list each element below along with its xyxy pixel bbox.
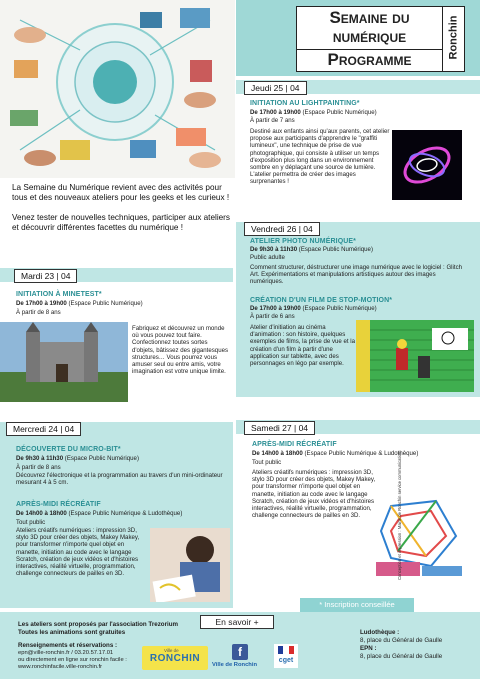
website-link[interactable]: www.ronchinfacile.ville-ronchin.fr bbox=[18, 664, 103, 670]
vendredi-a1-time bbox=[250, 246, 373, 253]
mardi-age: À partir de 8 ans bbox=[16, 309, 61, 316]
facebook-label[interactable]: Ville de Ronchin bbox=[212, 662, 257, 668]
vendredi-a1-public: Public adulte bbox=[250, 254, 285, 261]
mardi-time bbox=[16, 300, 143, 307]
mercredi-a1-time-value: De 9h30 à 11h30 bbox=[16, 455, 64, 462]
vendredi-a2-time bbox=[250, 305, 377, 312]
mardi-label: Mardi 23 | 04 bbox=[14, 269, 77, 283]
vendredi-a2-desc: Atelier d'initiation au cinéma d'animation : son histoire, quelques exemples de films, la prise de vue et la création d'un film à partir d'une application sur tablette, avec des personnages en légo par exemple. bbox=[250, 324, 355, 367]
lego-football-image bbox=[356, 320, 474, 392]
jeudi-place: (Espace Public Numérique) bbox=[302, 109, 377, 116]
inscription-badge: * Inscription conseillée bbox=[300, 598, 414, 612]
ludo-addr: 8, place du Général de Gaulle bbox=[360, 637, 443, 644]
footer-line1: Les ateliers sont proposés par l'association Trezorium bbox=[18, 621, 178, 628]
samedi-time bbox=[252, 450, 418, 457]
city-vertical bbox=[443, 6, 465, 72]
mercredi-a2-desc: Ateliers créatifs numériques : impression 3D, stylo 3D pour créer des objets, Makey Makey, pour transformer n'importe quel objet en manette, initiation au code avec le langage Scratch, création de jeux vidéos et d'histoires interactives, réalité virtuelle, programmation, challenge connecteurs de pailles en 3D. bbox=[16, 527, 140, 578]
mercredi-a1-time bbox=[16, 455, 139, 462]
ludo-title: Ludothèque : bbox=[360, 629, 400, 636]
footer-line2: Toutes les animations sont gratuites bbox=[18, 629, 126, 636]
intro-p1: La Semaine du Numérique revient avec des activités pour tous et des nouveaux ateliers pour les geeks et les curieux ! bbox=[12, 183, 230, 202]
vendredi-a2-title: CRÉATION D'UN FILM DE STOP-MOTION* bbox=[250, 297, 393, 304]
tech-hands-illustration bbox=[0, 0, 235, 178]
intro-p2: Venez tester de nouvelles techniques, participer aux ateliers et découvrir différentes facettes du numérique ! bbox=[12, 213, 231, 232]
castle-minetest-image bbox=[0, 322, 128, 402]
vendredi-a2-age: À partir de 6 ans bbox=[250, 313, 295, 320]
title-line3: Programme bbox=[327, 50, 412, 69]
jeudi-desc: Destiné aux enfants ainsi qu'aux parents, cet atelier propose aux participants d'apprendre le "graffiti lumineux", une technique de prise de vue photographique, qui consiste à utiliser un temps d'exposition plus long dans un environnement sombre en y déplaçant une source de lumière. L'atelier permettra de créer des images surprenantes ! bbox=[250, 128, 390, 186]
epn-addr: 8, place du Général de Gaulle bbox=[360, 653, 443, 660]
mercredi-a2-time-value: De 14h00 à 18h00 bbox=[16, 510, 67, 517]
vendredi-label: Vendredi 26 | 04 bbox=[244, 222, 320, 236]
mercredi-a2-place: (Espace Public Numérique & Ludothèque) bbox=[68, 510, 183, 517]
jeudi-title: INITIATION AU LIGHTPAINTING* bbox=[250, 100, 360, 107]
child-drawing-image bbox=[150, 528, 230, 602]
vendredi-a2-time-value: De 17h00 à 19h00 bbox=[250, 305, 301, 312]
jeudi-label: Jeudi 25 | 04 bbox=[244, 81, 307, 95]
cget-text: cget bbox=[278, 657, 294, 664]
jeudi-age: À partir de 7 ans bbox=[250, 117, 295, 124]
ronchin-logo bbox=[142, 646, 208, 670]
vendredi-a2-place: (Espace Public Numérique) bbox=[302, 305, 377, 312]
contact-info[interactable]: epn@ville-ronchin.fr / 03.20.57.17.01 bbox=[18, 650, 114, 656]
mercredi-a1-desc: Découvrez l'électronique et la programmation au travers d'un mini-ordinateur mesurant 4 à 5 cm. bbox=[16, 472, 223, 487]
cget-logo bbox=[274, 644, 298, 668]
intro bbox=[12, 183, 237, 233]
vendredi-a1-title: ATELIER PHOTO NUMÉRIQUE* bbox=[250, 238, 356, 245]
minetest-photo bbox=[0, 322, 128, 402]
mercredi-a2-title: APRÈS-MIDI RÉCRÉATIF bbox=[16, 501, 101, 508]
jeudi-time-value: De 17h00 à 19h00 bbox=[250, 109, 301, 116]
epn-title: EPN : bbox=[360, 645, 377, 652]
mardi-time-value: De 17h00 à 19h00 bbox=[16, 300, 67, 307]
city-label: Ronchin bbox=[447, 15, 460, 60]
vendredi-a1-place: (Espace Public Numérique) bbox=[298, 246, 373, 253]
mercredi-a2-time bbox=[16, 510, 182, 517]
ronchin-logo-small: Ville de bbox=[164, 648, 179, 653]
straw-connectors-photo bbox=[376, 496, 466, 578]
title-card bbox=[296, 6, 443, 72]
title-line2: numérique bbox=[332, 27, 407, 46]
microbit-photo bbox=[150, 528, 230, 602]
samedi-label: Samedi 27 | 04 bbox=[244, 421, 315, 435]
samedi-public: Tout public bbox=[252, 459, 282, 466]
facebook-icon[interactable]: f bbox=[232, 644, 248, 660]
mardi-title: INITIATION À MINETEST* bbox=[16, 291, 102, 298]
vendredi-a1-desc: Comment structurer, déstructurer une image numérique avec le logiciel : Glitch Art. Expérimentations et manipulations artistiques autour des images numériques. bbox=[250, 264, 463, 286]
title-line1: Semaine du bbox=[329, 8, 410, 27]
mercredi-a1-title: DÉCOUVERTE DU MICRO-BIT* bbox=[16, 446, 121, 453]
credit-vertical: Conception et impression : Mairie de Ronchin service communication bbox=[397, 451, 402, 580]
samedi-place: (Espace Public Numérique & Ludothèque) bbox=[304, 450, 419, 457]
samedi-time-value: De 14h00 à 18h00 bbox=[252, 450, 303, 457]
mercredi-a1-age: À partir de 8 ans bbox=[16, 464, 61, 471]
header-illustration bbox=[0, 0, 235, 178]
mardi-desc: Fabriquez et découvrez un monde où vous pouvez tout faire. Confectionnez toutes sortes d'objets, bâtissez des gigantesques structures… Vous pourrez vous amuser seul ou entre amis, votre imagination est votre unique limite. bbox=[132, 325, 229, 376]
straw-structure-image bbox=[376, 496, 466, 578]
mercredi-label: Mercredi 24 | 04 bbox=[6, 422, 81, 436]
mardi-place: (Espace Public Numérique) bbox=[68, 300, 143, 307]
mercredi-a2-public: Tout public bbox=[16, 519, 46, 526]
jeudi-time bbox=[250, 109, 377, 116]
vendredi-a1-time-value: De 9h30 à 11h30 bbox=[250, 246, 298, 253]
online-info: ou directement en ligne sur ronchin facile : bbox=[18, 657, 127, 663]
mercredi-a1-place: (Espace Public Numérique) bbox=[64, 455, 139, 462]
reservations-title: Renseignements et réservations : bbox=[18, 642, 118, 649]
republique-icon bbox=[278, 646, 294, 654]
samedi-desc: Ateliers créatifs numériques : impression 3D, stylo 3D pour créer des objets, Makey Makey, pour transformer n'importe quel objet en manette, initiation au code avec le langage Scratch, création de jeux vidéos et d'histoires interactives, réalité virtuelle, programmation, challenge connecteurs de pailles en 3D. bbox=[252, 469, 376, 520]
en-savoir-button[interactable]: En savoir + bbox=[200, 615, 274, 629]
ronchin-logo-text: RONCHIN bbox=[149, 653, 201, 665]
light-swirl-image bbox=[392, 130, 462, 200]
samedi-title: APRÈS-MIDI RÉCRÉATIF bbox=[252, 441, 337, 448]
lightpainting-photo bbox=[392, 130, 462, 200]
stopmotion-photo bbox=[356, 320, 474, 392]
